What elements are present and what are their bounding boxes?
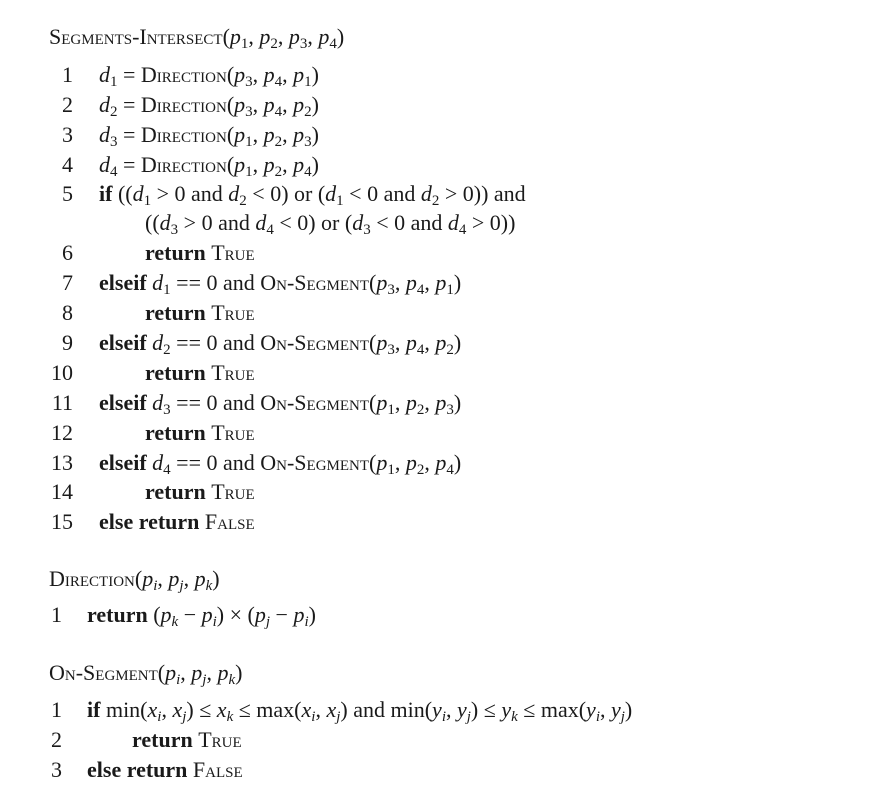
code-text: if $\min(x_i$, $x_j) \le x_k \le \max(x_i$, $x_j$) and $\min(y_i$, $y_j) \le y_k \le \max(y_i$, $y_j$) bbox=[87, 697, 633, 725]
line-number: 10 bbox=[51, 360, 73, 385]
code-text: return True bbox=[145, 479, 255, 504]
code-text: return True bbox=[145, 420, 255, 445]
line-number: 6 bbox=[62, 240, 73, 265]
code-text: else return False bbox=[87, 757, 243, 782]
code-text: elseif $d_1 == 0$ and $On-Segment(p_3$, $p_4$, $p_1$) bbox=[99, 270, 462, 298]
on-segment-header bbox=[49, 660, 242, 686]
code-text: else return False bbox=[99, 509, 255, 534]
code-text: if (($d_1 > 0$ and $d_2 < 0$) or ($d_1 < 0$ and $d_2 > 0$)) and bbox=[99, 181, 526, 209]
line-number: 3 bbox=[51, 757, 62, 782]
code-text: $d_4$ = $Direction(p_1$, $p_2$, $p_4$) bbox=[99, 152, 319, 180]
line-number: 2 bbox=[51, 727, 62, 752]
code-text: return True bbox=[145, 240, 255, 265]
line-number: 14 bbox=[51, 479, 73, 504]
code-text: (($d_3 > 0$ and $d_4 < 0$) or ($d_3 < 0$ and $d_4 > 0$)) bbox=[145, 210, 516, 238]
code-text: return True bbox=[145, 360, 255, 385]
line-number: 2 bbox=[62, 92, 73, 117]
line-number: 13 bbox=[51, 450, 73, 475]
code-text: elseif $d_3 == 0$ and $On-Segment(p_1$, $p_2$, $p_3$) bbox=[99, 390, 462, 418]
line-number: 12 bbox=[51, 420, 73, 445]
on-segment-name: On-Segment bbox=[49, 660, 158, 685]
code-text: return True bbox=[132, 727, 242, 752]
line-number: 11 bbox=[51, 390, 73, 415]
code-text: elseif $d_2 == 0$ and $On-Segment(p_3$, $p_4$, $p_2$) bbox=[99, 330, 462, 358]
line-number: 8 bbox=[62, 300, 73, 325]
line-number: 5 bbox=[62, 181, 73, 206]
line-number: 4 bbox=[62, 152, 73, 177]
direction-name: Direction bbox=[49, 566, 135, 591]
segments-intersect-args: ($p_1$, $p_2$, $p_3$, $p_4$) bbox=[222, 24, 345, 52]
on-segment-args: ($p_i$, $p_j$, $p_k$) bbox=[157, 660, 243, 688]
line-number: 15 bbox=[51, 509, 73, 534]
segments-intersect-name: Segments-Intersect bbox=[49, 24, 223, 49]
code-text: $d_2$ = $Direction(p_3$, $p_4$, $p_2$) bbox=[99, 92, 319, 120]
segments-intersect-header bbox=[49, 24, 344, 50]
line-number: 3 bbox=[62, 122, 73, 147]
code-text: $d_1$ = $Direction(p_3$, $p_4$, $p_1$) bbox=[99, 62, 319, 90]
code-text: return $(p_k - p_i) \times (p_j - p_i)$ bbox=[87, 602, 316, 630]
code-text: $d_3$ = $Direction(p_1$, $p_2$, $p_3$) bbox=[99, 122, 319, 150]
code-text: elseif $d_4 == 0$ and $On-Segment(p_1$, $p_2$, $p_4$) bbox=[99, 450, 462, 478]
line-number: 1 bbox=[51, 697, 62, 722]
direction-args: ($p_i$, $p_j$, $p_k$) bbox=[134, 566, 220, 594]
line-number: 7 bbox=[62, 270, 73, 295]
direction-header bbox=[49, 566, 220, 592]
line-number: 9 bbox=[62, 330, 73, 355]
line-number: 1 bbox=[62, 62, 73, 87]
line-number: 1 bbox=[51, 602, 62, 627]
code-text: return True bbox=[145, 300, 255, 325]
